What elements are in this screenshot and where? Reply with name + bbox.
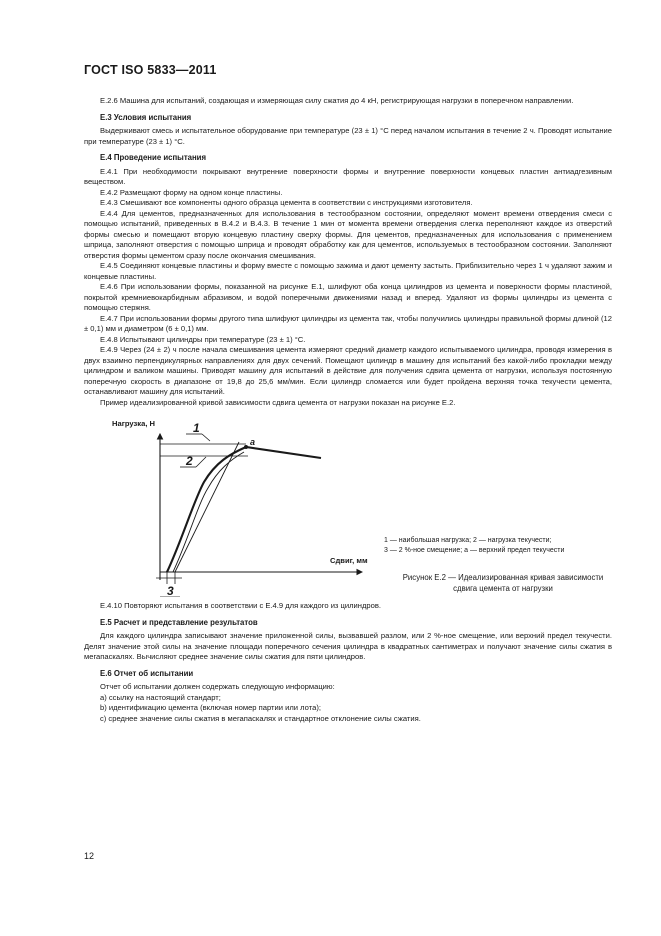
section-title-e5: Е.5 Расчет и представление результатов — [100, 617, 258, 627]
paragraph-e45: Е.4.5 Соединяют концевые пластины и форму вместе с помощью зажима и дают цементу застыть. Приблизительно через 1 ч удаляют зажим и концевые пластины. — [84, 261, 612, 281]
offset-line — [175, 442, 239, 572]
paragraph-e6-intro: Отчет об испытании должен содержать следующую информацию: — [100, 682, 335, 691]
marker-2-label: 2 — [186, 454, 193, 468]
paragraph-e41: Е.4.1 При необходимости покрывают внутренние поверхности формы и внутренние поверхности концевых пластин антиадгезивным веществом. — [84, 166, 612, 186]
marker-2-leader — [196, 457, 206, 467]
document-body — [84, 96, 612, 724]
figure-legend — [384, 536, 614, 556]
paragraph-e43: Е.4.3 Смешивают все компоненты одного образца цемента в соответствии с инструкциями изготовителя. — [100, 198, 473, 207]
marker-1-leader — [202, 434, 210, 441]
figure-caption: Рисунок Е.2 — Идеализированная кривая зависимости сдвига цемента от нагрузки — [402, 573, 604, 593]
section-title-e6: Е.6 Отчет об испытании — [100, 668, 194, 678]
x-axis-label: Сдвиг, мм — [330, 556, 368, 565]
upper-yield-point — [244, 445, 248, 449]
paragraph-e26: Е.2.6 Машина для испытаний, создающая и измеряющая силу сжатия до 4 кН, регистрирующая нагрузки в поперечном направлении. — [100, 96, 574, 105]
y-axis-label: Нагрузка, Н — [112, 419, 156, 428]
paragraph-e48: Е.4.8 Испытывают цилиндры при температуре (23 ± 1) °С. — [100, 334, 306, 344]
section-title-e3: Е.3 Условия испытания — [100, 112, 192, 122]
paragraph-e49: Е.4.9 Через (24 ± 2) ч после начала смешивания цемента измеряют средний диаметр каждого испытываемого цилиндра, проводя измерения в двух взаимно перпендикулярных направлениях для двух сечений. Помещают цилиндр в машину для испытаний без какой-либо прокладки между цилиндром и валиком машины. Приводят машину для испытаний в действие для получения сдвига цемента от нагрузки, используя постоянную поперечную скорость в диапазоне от 19,8 до 25,6 мм/мин. Если цилиндр сломается или будет пройдена верхняя точка текучести цемента, останавливают машину для испытаний. — [84, 345, 612, 396]
page-number: 12 — [84, 851, 95, 861]
marker-1-label: 1 — [193, 421, 200, 435]
list-item-c: c) среднее значение силы сжатия в мегапаскалях и стандартное отклонение силы сжатия. — [100, 713, 421, 723]
paragraph-e46: Е.4.6 При использовании формы, показанной на рисунке Е.1, шлифуют оба конца цилиндров из цемента и поверхности формы пластиной, покрытой кремниевокарбидным абразивом, и водой поперечными движениями назад и вперед. Удаляют из формы цилиндры из цемента с помощью стержня. — [84, 282, 612, 312]
load-shear-diagram — [98, 412, 388, 597]
marker-a-label: a — [250, 437, 256, 447]
section-title-e4: Е.4 Проведение испытания — [100, 153, 207, 162]
paragraph-e47: Е.4.7 При использовании формы другого типа шлифуют цилиндры из цемента так, чтобы получились цилиндры правильной формы длиной (12 ± 0,1) мм и диаметром (6 ± 0,1) мм. — [84, 313, 612, 333]
figure-e2 — [84, 412, 612, 599]
paragraph-e3: Выдерживают смесь и испытательное оборудование при температуре (23 ± 1) °С перед началом испытания в течение 2 ч. Проводят испытание при температуре (23 ± 1) °С. — [84, 126, 612, 146]
paragraph-e44: Е.4.4 Для цементов, предназначенных для использования в тестообразном состоянии, определяют момент времени отвердения смеси с помощью испытаний, приведенных в В.4.2 и В.4.3. В течение 1 мин от момента времени отвердения слегка переполняют каждое из отверстий формы смесью и помещают вторую концевую пластину сверху формы. Для цементов, предназначенных для использования с применением шприца, заполняют отверстия с помощью шприца и проводят обработку как для цементов, используемых в тестообразном состоянии. Заполняют отверстия формы цементом сразу после окончания смешивания. — [84, 208, 612, 260]
legend-line-1: 1 — наибольшая нагрузка; 2 — нагрузка текучести; — [384, 537, 552, 544]
marker-3-label: 3 — [167, 584, 174, 597]
list-item-a: a) ссылку на настоящий стандарт; — [100, 692, 221, 702]
paragraph-example: Пример идеализированной кривой зависимости сдвига цемента от нагрузки показан на рисунке Е.2. — [100, 397, 456, 407]
document-header: ГОСТ ISO 5833—2011 — [84, 63, 217, 77]
paragraph-e42: Е.4.2 Размещают форму на одном конце пластины. — [100, 187, 283, 197]
list-item-b: b) идентификацию цемента (включая номер партии или лота); — [100, 703, 321, 712]
paragraph-e410: Е.4.10 Повторяют испытания в соответствии с Е.4.9 для каждого из цилиндров. — [100, 601, 382, 610]
paragraph-e5: Для каждого цилиндра записывают значение приложенной силы, вызвавшей разлом, или 2 %-ное смещение, или верхний предел текучести. Делят значение этой силы на значение площади поперечного сечения цилиндра в квадратных сантиметрах и получают значение силы сжатия в мегапаскалях. Вычисляют среднее значение силы сжатия для пяти цилиндров. — [84, 631, 612, 661]
legend-line-2: 3 — 2 %-ное смещение; a — верхний предел текучести — [384, 547, 565, 554]
